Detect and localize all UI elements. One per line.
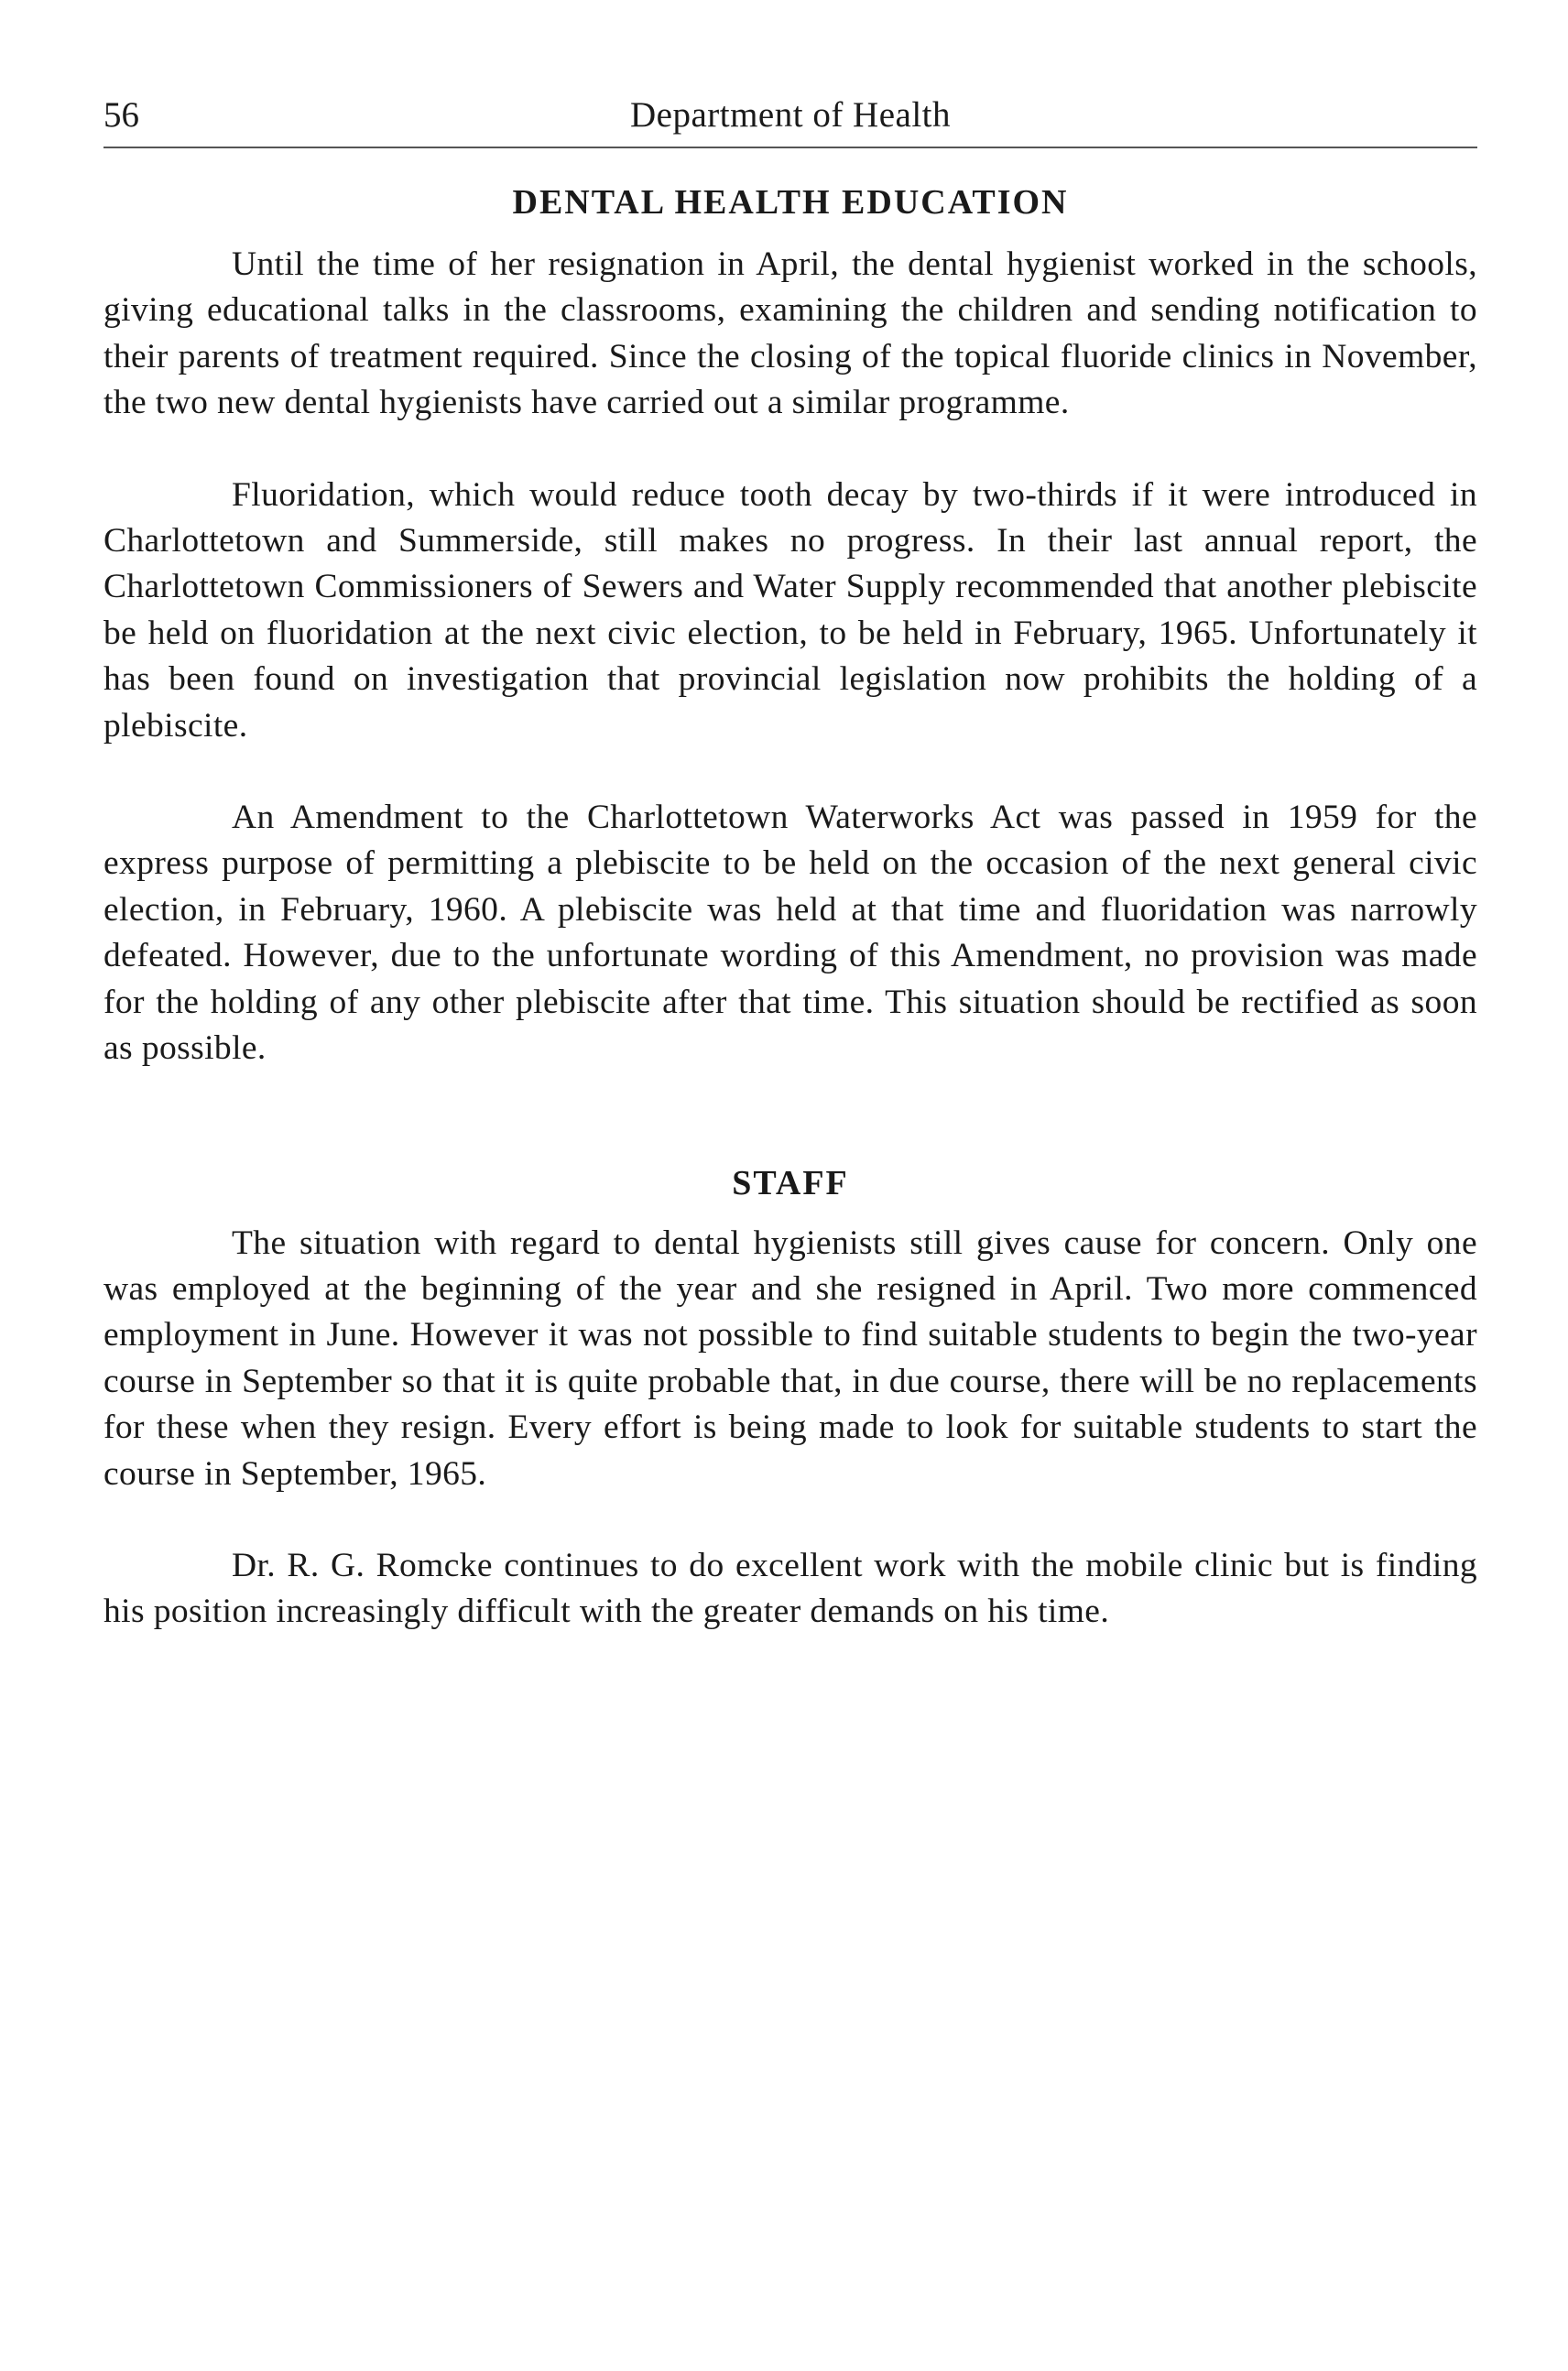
paragraph: An Amendment to the Charlottetown Waterworks Act was passed in 1959 for the express purpose of permitting a plebiscite to be held on the occasion of the next general civic election, in February, 1960. A plebiscite was held at that time and fluoridation was narrowly defeated. However, due to the unfortunate wording of this Amendment, no provision was made for the holding of any other plebiscite after that time. This situation should be rectified as soon as possible. [103, 799, 1477, 1068]
document-page [103, 88, 1477, 1636]
page-number: 56 [103, 95, 139, 135]
paragraph: Until the time of her resignation in April, the dental hygienist worked in the schools, giving educational talks in the classrooms, examining the children and sending notification to their parents of treatment required. Since the closing of the topical fluoride clinics in November, the two new dental hygienists have carried out a similar programme. [103, 245, 1477, 422]
paragraph: Fluoridation, which would reduce tooth decay by two-thirds if it were introduced in Charlottetown and Summerside, still makes no progress. In their last annual report, the Charlottetown Commissioners of Sewers and Water Supply recommended that another plebiscite be held on fluoridation at the next civic election, to be held in February, 1965. Unfortunately it has been found on investigation that provincial legislation now prohibits the holding of a plebiscite. [103, 475, 1477, 745]
paragraph: Dr. R. G. Romcke continues to do excellent work with the mobile clinic but is finding his position increasingly difficult with the greater demands on his time. [103, 1546, 1477, 1631]
section-heading-dental-health-education: DENTAL HEALTH EDUCATION [512, 183, 1069, 222]
header-rule [103, 147, 1477, 148]
running-title: Department of Health [629, 95, 952, 135]
section-heading-staff: STAFF [732, 1163, 849, 1202]
paragraph: The situation with regard to dental hygienists still gives cause for concern. Only one was employed at the beginning of the year and she resigned in April. Two more commenced employment in June. However it was not possible to find suitable students to begin the two-year course in September so that it is quite probable that, in due course, there will be no replacements for these when they resign. Every effort is being made to look for suitable students to start the course in September, 1965. [103, 1224, 1477, 1493]
running-header [103, 88, 1477, 143]
